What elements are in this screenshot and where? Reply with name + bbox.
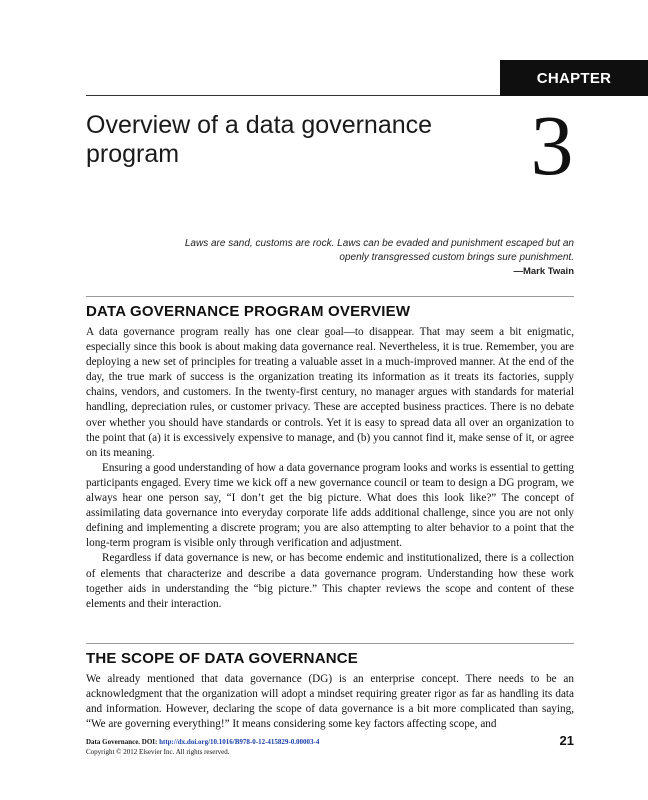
section-body-scope	[86, 672, 574, 732]
section-heading-program-overview: DATA GOVERNANCE PROGRAM OVERVIEW	[86, 303, 411, 320]
chapter-label: CHAPTER	[500, 60, 648, 96]
section-rule	[86, 296, 574, 297]
header-rule	[86, 95, 500, 96]
doi-link[interactable]: http://dx.doi.org/10.1016/B978-0-12-415829-0.00003-4	[159, 738, 320, 746]
epigraph-quote: Laws are sand, customs are rock. Laws can be evaded and punishment escaped but an openly transgressed custom brings sure punishment.	[184, 238, 574, 263]
chapter-title: Overview of a data governance program	[86, 111, 433, 168]
chapter-number: 3	[530, 97, 574, 193]
paragraph: We already mentioned that data governance (DG) is an enterprise concept. There needs to be an acknowledgment that the organization will adopt a mindset requiring greater rigor as far as handling its data and information. However, declaring the scope of data governance is a bit more complicated than saying, “We are governing everything!” It means considering some key factors affecting scope, and	[86, 673, 574, 731]
copyright-notice: Copyright © 2012 Elsevier Inc. All rights reserved.	[86, 748, 230, 756]
book-doi-label: Data Governance. DOI:	[86, 738, 158, 746]
footer-citation	[86, 737, 466, 757]
section-body-program-overview	[86, 325, 574, 612]
paragraph: A data governance program really has one clear goal—to disappear. That may seem a bit enigmatic, especially since this book is about making data governance real. Nevertheless, it is true. Remember, you are deploying a new set of principles for treating a valuable asset in a much-improved manner. At the end of the day, the true mark of success is the organization treating its information as it treats its factories, supply chains, vendors, and customers. In the twenty-first century, no manager argues with standards for material handling, depreciation rules, or customer privacy. These are accepted business practices. There is no debate over whether you should have standards or controls. Yet it is easy to spread data all over an organization to the point that (a) it is excessively expensive to manage, and (b) you cannot find it, make sense of it, or agree on its meaning.	[86, 326, 574, 459]
page-number: 21	[559, 733, 574, 748]
paragraph: Regardless if data governance is new, or has become endemic and institutionalized, there is a collection of elements that characterize and describe a data governance program. Understanding how these work together aids in understanding the “big picture.” This chapter reviews the scope and content of these elements and their interaction.	[86, 552, 574, 610]
epigraph-author: —Mark Twain	[513, 266, 574, 277]
section-heading-scope: THE SCOPE OF DATA GOVERNANCE	[86, 650, 359, 667]
paragraph: Ensuring a good understanding of how a data governance program looks and works is essential to getting participants engaged. Every time we kick off a new governance council or team to design a DG program, we always hear one person say, “I don’t get the big picture. What does this look like?” The concept of assimilating data governance into everyday corporate life adds additional challenge, since you are not only defining and implementing a discrete program; you are also attempting to alter behavior to a point that the long-term program is visible only through verification and adjustment.	[86, 461, 574, 550]
section-rule	[86, 643, 574, 644]
